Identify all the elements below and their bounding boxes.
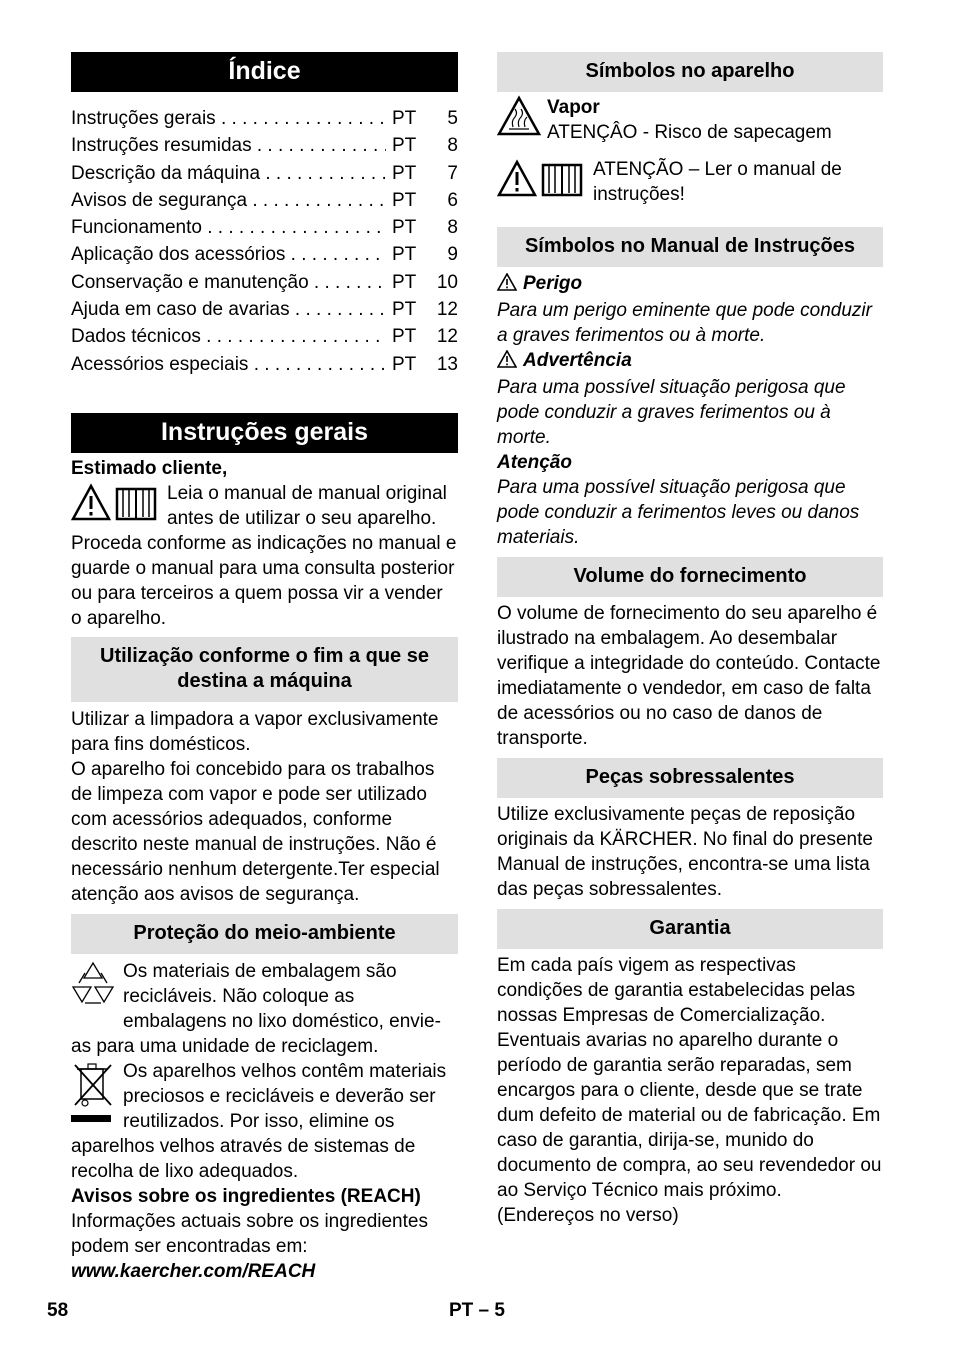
warning-title: Advertência xyxy=(523,350,632,371)
toc-item-title: Dados técnicos . . . xyxy=(71,323,386,350)
warranty-p1: Em cada país vigem as respectivas condições de garantia estabelecidas pelas nossas Empresas de Comercialização. Eventuais avarias no aparelho durante o período de garantia serão reparadas, sem encargos para o cliente, desde que se trate dum defeito de material ou de fabricação. Em caso de garantia, dirija-se, munido do documento de compra, ao seu revendedor ou ao Serviço Técnico mais próximo. xyxy=(497,955,882,1201)
manual-warning-text: ATENÇÃO – Ler o manual de instruções! xyxy=(593,159,842,205)
advertencia-warning-icon xyxy=(497,350,517,375)
delivery-text: O volume de fornecimento do seu aparelho é ilustrado na embalagem. Ao desembalar verifique a integridade do conteúdo. Contacte imediatamente o vendedor, em caso de falta de acessórios ou no caso de danos de transporte. xyxy=(497,603,881,749)
toc-item-page: 12 xyxy=(436,299,458,321)
vapor-symbol-row xyxy=(497,95,883,145)
warranty-heading: Garantia xyxy=(497,909,883,949)
delivery-heading: Volume do fornecimento xyxy=(497,557,883,597)
manual-symbol-row xyxy=(497,157,883,207)
toc-item-page: 9 xyxy=(447,244,458,266)
toc-item[interactable] xyxy=(71,351,458,378)
vapor-title: Vapor xyxy=(547,97,600,118)
intended-use-p2: O aparelho foi concebido para os trabalhos de limpeza com vapor e pode ser utilizado com acessórios adequados, conforme descrito neste manual de instruções. Não é necessário nenhum detergente.Ter especial atenção aos avisos de segurança. xyxy=(71,758,440,905)
toc-item-lang: PT xyxy=(392,326,417,348)
warning-title-line xyxy=(497,348,883,375)
toc-item-page: 10 xyxy=(436,271,458,293)
toc-item-title: Descrição da máquina . . . xyxy=(71,160,386,187)
toc-item-title: Conservação e manutenção . . . xyxy=(71,269,386,296)
intro-block xyxy=(71,481,458,631)
vapor-text: ATENÇÂO - Risco de sapecagem xyxy=(547,122,832,143)
toc-item-page: 7 xyxy=(447,162,458,184)
toc-item[interactable] xyxy=(71,105,458,132)
device-symbols-heading: Símbolos no aparelho xyxy=(497,52,883,92)
toc-item-lang: PT xyxy=(392,244,417,266)
general-heading: Instruções gerais xyxy=(71,413,458,453)
environment-heading: Proteção do meio-ambiente xyxy=(71,914,458,954)
greeting: Estimado cliente, xyxy=(71,457,228,479)
toc-item-page: 5 xyxy=(447,108,458,129)
toc-item[interactable] xyxy=(71,132,458,159)
danger-text: Para um perigo eminente que pode conduzir a graves ferimentos ou à morte. xyxy=(497,300,872,346)
recycling-icon xyxy=(71,961,115,1012)
warranty-p2: (Endereços no verso) xyxy=(497,1205,679,1226)
toc-item-page: 12 xyxy=(436,326,458,348)
toc-item-title: Aplicação dos acessórios . . . xyxy=(71,241,386,268)
warning-manual-icon xyxy=(71,483,159,530)
manual-symbols-heading: Símbolos no Manual de Instruções xyxy=(497,227,883,267)
reach-link[interactable]: www.kaercher.com/REACH xyxy=(71,1260,316,1282)
hot-steam-warning-icon xyxy=(497,95,541,145)
toc-item-page: 8 xyxy=(447,217,458,239)
toc-item[interactable] xyxy=(71,160,458,187)
weee-block xyxy=(71,1059,458,1184)
page-number: 58 xyxy=(47,1300,69,1321)
toc-item-page: 6 xyxy=(447,189,458,211)
toc-item[interactable] xyxy=(71,296,458,323)
environment-p1: Os materiais de embalagem são recicláveis. Não coloque as embalagens no lixo doméstico, envie-as para uma unidade de reciclagem. xyxy=(71,960,441,1057)
toc-item-title: Avisos de segurança . . . xyxy=(71,187,386,214)
toc-item-title: Acessórios especiais . . . xyxy=(71,351,386,378)
caution-text: Para uma possível situação perigosa que pode conduzir a ferimentos leves ou danos materiais. xyxy=(497,477,860,548)
toc-item-lang: PT xyxy=(392,135,417,157)
right-column xyxy=(497,52,883,1228)
toc-item[interactable] xyxy=(71,214,458,241)
intro-text: Leia o manual de manual original antes de utilizar o seu aparelho. Proceda conforme as indicações no manual e guarde o manual para uma consulta posterior ou para terceiros a quem possa vir a vender o aparelho. xyxy=(71,482,457,629)
toc-item[interactable] xyxy=(71,241,458,268)
toc-item-title: Instruções resumidas . . . xyxy=(71,132,386,159)
caution-title: Atenção xyxy=(497,452,572,473)
intended-use-p1: Utilizar a limpadora a vapor exclusivamente para fins domésticos. xyxy=(71,708,439,755)
spare-parts-heading: Peças sobressalentes xyxy=(497,758,883,798)
intended-use-heading: Utilização conforme o fim a que se destina a máquina xyxy=(71,637,458,702)
toc-item[interactable] xyxy=(71,323,458,350)
recycling-block xyxy=(71,959,458,1059)
toc-item-title: Ajuda em caso de avarias . . . xyxy=(71,296,386,323)
toc-item-lang: PT xyxy=(392,299,417,321)
crossed-bin-icon xyxy=(71,1061,115,1132)
toc-item-lang: PT xyxy=(392,162,417,184)
toc-item-lang: PT xyxy=(392,189,417,211)
toc-item-title: Funcionamento . . . xyxy=(71,214,386,241)
danger-title: Perigo xyxy=(523,273,583,294)
environment-p2: Os aparelhos velhos contêm materiais preciosos e recicláveis e deverão ser reutilizados. Por isso, elimine os aparelhos velhos através de sistemas de recolha de lixo adequados. xyxy=(71,1060,447,1182)
toc-item-lang: PT xyxy=(392,108,417,129)
toc-item[interactable] xyxy=(71,269,458,296)
toc-heading: Índice xyxy=(71,52,458,92)
spare-parts-text: Utilize exclusivamente peças de reposição originais da KÄRCHER. No final do presente Manual de instruções, encontra-se uma lista das peças sobressalentes. xyxy=(497,804,873,900)
toc-item-title: Instruções gerais . . . xyxy=(71,105,386,132)
danger-title-line xyxy=(497,271,883,298)
toc-item-page: 13 xyxy=(436,353,458,375)
toc-item-page: 8 xyxy=(447,135,458,157)
reach-heading: Avisos sobre os ingredientes (REACH) xyxy=(71,1185,421,1207)
toc-item[interactable] xyxy=(71,187,458,214)
left-column xyxy=(71,52,458,1284)
warning-text: Para uma possível situação perigosa que pode conduzir a graves ferimentos ou à morte. xyxy=(497,377,846,448)
table-of-contents xyxy=(71,105,458,378)
toc-item-lang: PT xyxy=(392,271,417,293)
reach-text: Informações actuais sobre os ingredientes podem ser encontradas em: xyxy=(71,1210,428,1257)
danger-warning-icon xyxy=(497,273,517,298)
toc-item-lang: PT xyxy=(392,217,417,239)
footer-section-label: PT – 5 xyxy=(449,1300,505,1321)
warning-manual-icon-2 xyxy=(497,159,585,207)
toc-item-lang: PT xyxy=(392,353,417,375)
